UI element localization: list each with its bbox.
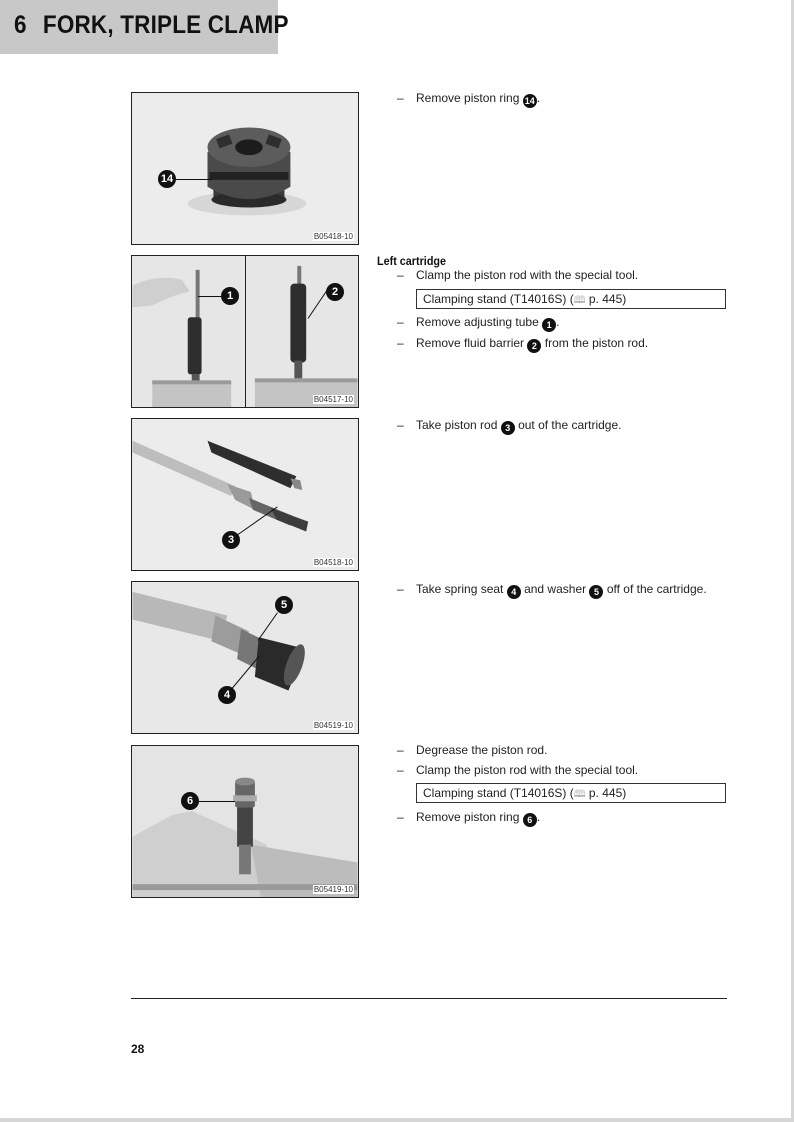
step-text: Take piston rod	[416, 418, 498, 432]
callout-4: 4	[218, 686, 236, 704]
step-text-end: out of the cartridge.	[518, 418, 622, 432]
step-text: Remove piston ring	[416, 810, 520, 824]
figure-code: B05418-10	[313, 232, 353, 241]
step-dash: –	[397, 336, 404, 350]
callout-ref: 14	[524, 96, 535, 106]
footer-rule	[131, 998, 727, 999]
special-tool-box	[416, 289, 726, 309]
step-take-spring-seat	[416, 582, 707, 599]
tool-name: Clamping stand (T14016S) (	[423, 292, 574, 306]
page-ref[interactable]: p. 445)	[585, 786, 627, 800]
figure-piston-rod	[131, 418, 359, 571]
step-text: Remove adjusting tube	[416, 315, 539, 329]
chapter-name: FORK, TRIPLE CLAMP	[42, 11, 289, 39]
step-clamp-piston-rod: Clamp the piston rod with the special tool.	[416, 268, 639, 282]
clamped-rod-illustration	[132, 746, 358, 897]
step-dash: –	[397, 743, 404, 757]
step-dash: –	[397, 582, 404, 596]
step-dash: –	[397, 810, 404, 824]
figure-piston-ring-clamped	[131, 745, 359, 898]
figure-spring-seat	[131, 581, 359, 734]
step-text: Remove fluid barrier	[416, 336, 525, 350]
step-text-end: from the piston rod.	[544, 336, 649, 350]
callout-ref: 6	[523, 813, 537, 827]
special-tool-box	[416, 783, 726, 803]
figure-cartridge-disassembly	[131, 255, 359, 408]
callout-14: 14	[158, 170, 176, 188]
figure-piston	[131, 92, 359, 245]
step-remove-adjusting-tube	[416, 315, 559, 332]
step-text: Take spring seat	[416, 582, 504, 596]
step-text: Remove piston ring	[416, 91, 520, 105]
callout-leader	[176, 179, 212, 180]
callout-ref: 1	[542, 318, 556, 332]
book-icon: 🕮	[573, 295, 586, 306]
spring-seat-illustration	[132, 582, 358, 733]
cartridge-illustration	[132, 256, 358, 407]
callout-6: 6	[181, 792, 199, 810]
chapter-number: 6	[14, 11, 27, 39]
callout-ref: 2	[527, 339, 541, 353]
step-text-end: off of the cartridge.	[606, 582, 707, 596]
book-icon: 🕮	[573, 789, 586, 800]
step-remove-piston-ring-2	[416, 810, 540, 827]
step-dash: –	[397, 763, 404, 777]
chapter-title	[14, 11, 289, 40]
figure-code: B04517-10	[313, 395, 353, 404]
step-dash: –	[397, 268, 404, 282]
step-text-end: .	[556, 315, 560, 329]
step-text-end: .	[536, 810, 541, 824]
step-dash: –	[397, 315, 404, 329]
piston-illustration	[132, 93, 358, 244]
chapter-header	[0, 0, 289, 54]
step-degrease: Degrease the piston rod.	[416, 743, 548, 757]
figure-code: B04519-10	[313, 721, 353, 730]
step-clamp-piston-rod-2: Clamp the piston rod with the special tool.	[416, 763, 639, 777]
callout-leader	[199, 801, 235, 802]
callout-leader	[198, 296, 221, 297]
page-bottom-edge	[0, 1118, 794, 1122]
callout-ref: 4	[507, 585, 521, 599]
section-title-left-cartridge: Left cartridge	[377, 254, 447, 268]
figure-code: B05419-10	[313, 885, 353, 894]
page-number: 28	[131, 1042, 145, 1056]
tool-name: Clamping stand (T14016S) (	[423, 786, 574, 800]
callout-ref: 5	[589, 585, 603, 599]
callout-5: 5	[275, 596, 293, 614]
step-text: and washer	[524, 582, 587, 596]
callout-2: 2	[326, 283, 344, 301]
step-remove-piston-ring	[416, 91, 540, 108]
step-remove-fluid-barrier	[416, 336, 648, 353]
figure-code: B04518-10	[313, 558, 353, 567]
step-dash: –	[397, 91, 404, 105]
piston-rod-illustration	[132, 419, 358, 570]
step-dash: –	[397, 418, 404, 432]
callout-3: 3	[222, 531, 240, 549]
page-ref[interactable]: p. 445)	[585, 292, 627, 306]
step-take-piston-rod	[416, 418, 621, 435]
callout-1: 1	[221, 287, 239, 305]
callout-ref: 3	[501, 421, 515, 435]
step-text-end: .	[536, 91, 541, 105]
